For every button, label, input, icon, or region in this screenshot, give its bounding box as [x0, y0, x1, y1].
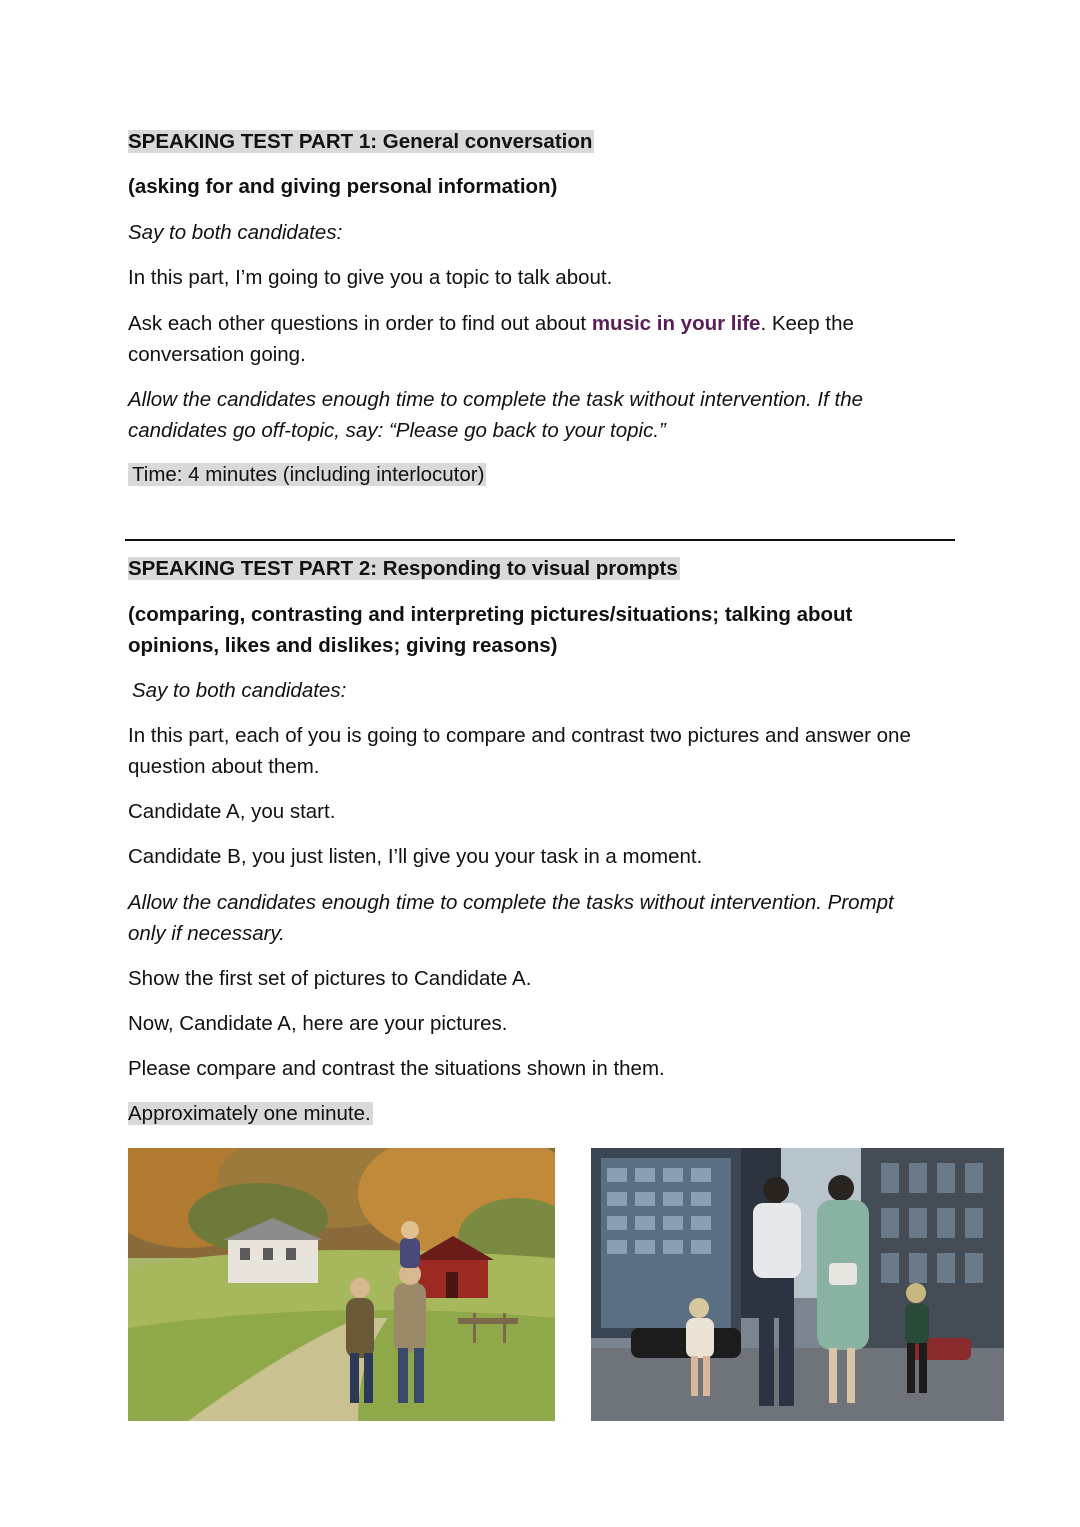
part2-duration-text: Approximately one minute.	[128, 1102, 371, 1125]
part2-heading-text: SPEAKING TEST PART 2: Responding to visual prompts	[128, 557, 678, 580]
part1-heading-text: SPEAKING TEST PART 1: General conversation	[128, 130, 593, 153]
part1-ask-after: . Keep the conversation going.	[128, 312, 854, 366]
part2-candidate-b: Candidate B, you just listen, I’ll give you your task in a moment.	[128, 845, 703, 868]
part2-heading	[128, 553, 948, 584]
part1-ask-before: Ask each other questions in order to find out about	[128, 312, 592, 335]
countryside-family-picture	[128, 1148, 555, 1421]
part1-topic: music in your life	[591, 312, 761, 335]
part1-say-label: Say to both candidates:	[128, 221, 343, 244]
part2-candidate-a: Candidate A, you start.	[128, 800, 336, 823]
part1-heading	[128, 126, 948, 157]
part2-show: Show the first set of pictures to Candidate A.	[128, 967, 532, 990]
part2-duration	[128, 1098, 948, 1129]
city-family-picture	[591, 1148, 1004, 1421]
part1-instruction: Allow the candidates enough time to complete the task without intervention. If the candidates go off-topic, say: “Please go back to your topic.”	[128, 388, 864, 442]
part2-say-label: Say to both candidates:	[132, 679, 347, 702]
part1-intro: In this part, I’m going to give you a topic to talk about.	[128, 266, 613, 289]
part2-intro: In this part, each of you is going to compare and contrast two pictures and answer one question about them.	[128, 724, 911, 778]
section-divider	[125, 539, 955, 541]
part2-compare: Please compare and contrast the situations shown in them.	[128, 1057, 665, 1080]
part2-instruction: Allow the candidates enough time to complete the tasks without intervention. Prompt only if necessary.	[128, 891, 894, 945]
part1-time	[128, 459, 948, 490]
part1-ask-paragraph	[128, 308, 888, 370]
part2-subheading: (comparing, contrasting and interpreting pictures/situations; talking about opinions, likes and dislikes; giving reasons)	[128, 603, 853, 657]
part2-here: Now, Candidate A, here are your pictures.	[128, 1012, 508, 1035]
part1-subheading: (asking for and giving personal information)	[128, 175, 558, 198]
part1-time-text: Time: 4 minutes (including interlocutor)	[128, 463, 486, 486]
